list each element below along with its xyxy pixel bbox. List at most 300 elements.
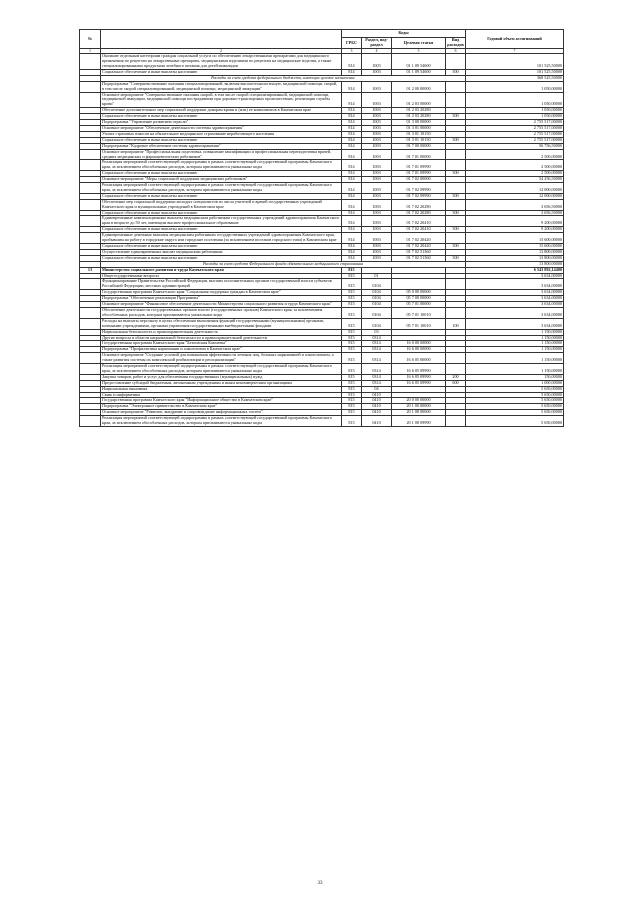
cell-grbs: 814 — [342, 149, 362, 160]
cell-cs: 20 1 08 09990 — [392, 416, 446, 427]
cell-grbs: 814 — [342, 193, 362, 199]
cell-razdel: 1003 — [362, 255, 392, 261]
cell-cs: 05 0 00 00000 — [392, 290, 446, 296]
table-row — [80, 353, 564, 364]
cell-sum: 5 650,00000 — [466, 392, 564, 398]
cell-name: Общегосударственные вопросы — [101, 273, 342, 279]
cell-sum: 1 050,00000 — [466, 108, 564, 114]
cell-grbs: 814 — [342, 114, 362, 120]
cell-cs: 01 7 02 51360 — [392, 249, 446, 255]
cell-grbs: 815 — [342, 267, 362, 273]
cell-grbs: 815 — [342, 364, 362, 375]
cell-cs: 01 3 00 00000 — [392, 120, 446, 126]
cell-sum: 2 755 517,00000 — [466, 120, 564, 126]
cell-vr: 300 — [446, 255, 466, 261]
cell-vr — [446, 279, 466, 290]
budget-table — [79, 29, 564, 427]
cell-razdel: 0104 — [362, 279, 392, 290]
cell-grbs: 815 — [342, 416, 362, 427]
cell-grbs: 815 — [342, 335, 362, 341]
cell-sum: 5 650,00000 — [466, 404, 564, 410]
cell-sum: 13 800,00000 — [466, 249, 564, 255]
cell-grbs: 815 — [342, 307, 362, 318]
header-cs: Целевая статья — [392, 38, 446, 49]
cell-grbs: 814 — [342, 143, 362, 149]
cell-razdel: 1003 — [362, 114, 392, 120]
cell-vr: 100 — [446, 318, 466, 329]
cell-name: Подпрограмма "Профилактика наркомании и алкоголизма в Камчатском крае" — [101, 347, 342, 353]
colnum: 1 — [80, 49, 101, 54]
cell-name: Основное мероприятие "Меры социальной поддержки медицинских работников" — [101, 177, 342, 183]
cell-razdel: 1003 — [362, 120, 392, 126]
cell-razdel: 1003 — [362, 125, 392, 131]
cell-razdel: 0314 — [362, 341, 392, 347]
cell-cs: 01 7 02 00000 — [392, 177, 446, 183]
cell-grbs: 815 — [342, 386, 362, 392]
cell-razdel: 1003 — [362, 143, 392, 149]
cell-vr: 300 — [446, 193, 466, 199]
cell-cs — [392, 279, 446, 290]
cell-sum: 3 634,00000 — [466, 290, 564, 296]
table-row — [80, 54, 564, 70]
table-row — [80, 364, 564, 375]
cell-name: Единовременные компенсационные выплаты медицинским работникам государственных учреждений здравоохранения Камчатского края в возрасте до 50 лет, имеющим высшее профессиональное образование — [101, 216, 342, 227]
cell-cs: 01 7 02 20420 — [392, 233, 446, 244]
cell-grbs: 814 — [342, 108, 362, 114]
cell-name: Государственная программа Камчатского края "Информационное общество в Камчатском крае" — [101, 398, 342, 404]
cell-grbs: 814 — [342, 210, 362, 216]
cell-cs: 20 0 00 00000 — [392, 398, 446, 404]
cell-name: Обеспечение дополнительных мер социальной поддержки донорам крови и (или) ее компонентов в Камчатском крае — [101, 108, 342, 114]
cell-name: Основное мероприятие "Финансовое обеспечение деятельности Министерства социального развития и труда Камчатского края" — [101, 302, 342, 308]
cell-razdel: 04 — [362, 386, 392, 392]
cell-vr: 300 — [446, 227, 466, 233]
cell-cs: 16 6 05 00000 — [392, 353, 446, 364]
cell-cs: 16 0 00 00000 — [392, 341, 446, 347]
colnum: 4 — [362, 49, 392, 54]
cell-cs: 05 7 00 00000 — [392, 296, 446, 302]
cell-vr — [446, 307, 466, 318]
colnum: 5 — [392, 49, 446, 54]
cell-num: 13 — [80, 267, 101, 273]
cell-num — [80, 149, 101, 160]
cell-num — [80, 233, 101, 244]
cell-razdel: 0104 — [362, 290, 392, 296]
cell-num — [80, 92, 101, 108]
cell-num — [80, 353, 101, 364]
cell-cs: 20 1 08 00000 — [392, 410, 446, 416]
cell-sum: 1 000,00000 — [466, 380, 564, 386]
cell-sum: 5 650,00000 — [466, 398, 564, 404]
cell-grbs: 814 — [342, 131, 362, 137]
cell-razdel: 1003 — [362, 249, 392, 255]
cell-sum: 9 200,00000 — [466, 227, 564, 233]
cell-grbs: 814 — [342, 171, 362, 177]
cell-vr — [446, 364, 466, 375]
table-row — [80, 307, 564, 318]
cell-vr — [446, 216, 466, 227]
cell-cs: 20 1 00 00000 — [392, 404, 446, 410]
cell-razdel: 1003 — [362, 199, 392, 210]
cell-cs: 01 1 09 54600 — [392, 54, 446, 70]
cell-grbs: 815 — [342, 392, 362, 398]
cell-cs: 05 7 01 10010 — [392, 318, 446, 329]
cell-num — [80, 279, 101, 290]
cell-sum: 2 500,00000 — [466, 160, 564, 171]
cell-razdel: 1003 — [362, 131, 392, 137]
cell-grbs: 815 — [342, 353, 362, 364]
table-row — [80, 233, 564, 244]
table-row — [80, 279, 564, 290]
cell-sum: 3 656,50000 — [466, 210, 564, 216]
cell-cs: 16 6 05 09990 — [392, 380, 446, 386]
cell-grbs: 814 — [342, 249, 362, 255]
cell-vr: 200 — [446, 374, 466, 380]
cell-num — [80, 216, 101, 227]
cell-sum: 56 756,50000 — [466, 143, 564, 149]
cell-sum: 101 525,50000 — [466, 69, 564, 75]
cell-razdel: 1003 — [362, 137, 392, 143]
cell-sum: 2 500,00000 — [466, 171, 564, 177]
cell-grbs: 814 — [342, 227, 362, 233]
table-row — [80, 81, 564, 92]
cell-razdel: 1003 — [362, 193, 392, 199]
cell-name: Основное мероприятие "Профессиональная подготовка, повышение квалификации и профессиональная переподготовка врачей, средних медицинских и фармацевтических работников" — [101, 149, 342, 160]
cell-cs: 01 2 03 20280 — [392, 114, 446, 120]
cell-name: Подпрограмма "Управление развитием отрасли" — [101, 120, 342, 126]
cell-sum: 3 634,00000 — [466, 296, 564, 302]
cell-razdel: 0314 — [362, 380, 392, 386]
cell-sum: 1 150,00000 — [466, 335, 564, 341]
cell-razdel: 0410 — [362, 392, 392, 398]
cell-cs: 01 7 02 09990 — [392, 193, 446, 199]
cell-cs: 01 7 01 09990 — [392, 171, 446, 177]
cell-num — [80, 160, 101, 171]
cell-name: Реализация мероприятий соответствующей подпрограммы в рамках соответствующей государственной программы Камчатского края, за исключением обособленных расходов, которым присваиваются уникальные коды — [101, 364, 342, 375]
cell-razdel: 1003 — [362, 216, 392, 227]
cell-sum: 2 500,00000 — [466, 149, 564, 160]
colnum: 7 — [466, 49, 564, 54]
cell-sum: 5 650,00000 — [466, 416, 564, 427]
table-row — [80, 216, 564, 227]
cell-grbs: 815 — [342, 404, 362, 410]
cell-sum: 13 800,00000 — [466, 261, 564, 267]
cell-vr: 300 — [446, 137, 466, 143]
cell-grbs: 815 — [342, 374, 362, 380]
cell-name: Государственная программа Камчатского края "Безопасная Камчатка" — [101, 341, 342, 347]
cell-sum: 3 634,00000 — [466, 273, 564, 279]
cell-razdel: 0104 — [362, 307, 392, 318]
cell-name: Связь и информатика — [101, 392, 342, 398]
cell-name: Национальная экономика — [101, 386, 342, 392]
cell-grbs: 815 — [342, 347, 362, 353]
header-name — [101, 30, 342, 49]
cell-name: Министерство социального развития и труда Камчатского края — [101, 267, 342, 273]
cell-sum: 3 634,00000 — [466, 302, 564, 308]
cell-name: Другие вопросы в области национальной безопасности и правоохранительной деятельности — [101, 335, 342, 341]
cell-name: Основное мероприятие "Обеспечение деятельности системы здравоохранения" — [101, 125, 342, 131]
cell-sum: 9 200,00000 — [466, 216, 564, 227]
header-codes: Коды — [342, 30, 466, 38]
cell-sum: 5 650,00000 — [466, 410, 564, 416]
cell-name: Расходы на выплаты персоналу в целях обеспечения выполнения функций государственными (муниципальными) органами, казенными учреждениями, органами управления государственными внебюджетными фондами — [101, 318, 342, 329]
cell-name: Социальное обеспечение и иные выплаты населению — [101, 171, 342, 177]
cell-cs: 16 6 00 00000 — [392, 347, 446, 353]
colnum: 6 — [446, 49, 466, 54]
cell-sum: 15 600,00000 — [466, 233, 564, 244]
cell-cs: 01 7 02 09990 — [392, 183, 446, 194]
cell-vr — [446, 92, 466, 108]
cell-vr — [446, 54, 466, 70]
cell-razdel: 0314 — [362, 364, 392, 375]
cell-razdel: 1003 — [362, 183, 392, 194]
cell-sum: 1 150,00000 — [466, 353, 564, 364]
cell-sum: 1 050,00000 — [466, 114, 564, 120]
cell-num — [80, 183, 101, 194]
cell-razdel: 1003 — [362, 108, 392, 114]
table-body — [80, 54, 564, 427]
cell-grbs: 814 — [342, 183, 362, 194]
table-row — [80, 183, 564, 194]
cell-sum: 13 800,00000 — [466, 255, 564, 261]
cell-razdel: 0410 — [362, 416, 392, 427]
cell-razdel: 1003 — [362, 177, 392, 183]
header-grbs: ГРБС — [342, 38, 362, 49]
cell-cs: 01 3 01 00000 — [392, 125, 446, 131]
cell-name: Социальное обеспечение и иные выплаты населению — [101, 137, 342, 143]
page-number: 33 — [317, 881, 323, 886]
cell-sum: 3 656,50000 — [466, 199, 564, 210]
cell-name: Функционирование Правительства Российской Федерации, высших исполнительных органов государственной власти субъектов Российской Федерации, местных администраций — [101, 279, 342, 290]
cell-razdel: 1003 — [362, 81, 392, 92]
cell-sum: 12 000,00000 — [466, 183, 564, 194]
cell-grbs: 815 — [342, 329, 362, 335]
cell-razdel: 0104 — [362, 302, 392, 308]
cell-razdel: 0314 — [362, 374, 392, 380]
cell-cs: 05 7 01 10010 — [392, 307, 446, 318]
header-sum: Годовой объем ассигнований — [466, 30, 564, 49]
cell-grbs: 815 — [342, 398, 362, 404]
cell-cs: 01 3 01 10150 — [392, 131, 446, 137]
cell-name: Реализация мероприятий соответствующей подпрограммы в рамках соответствующей государственной программы Камчатского края, за исключением обособленных расходов, которым присваиваются уникальные коды — [101, 183, 342, 194]
cell-sum: 3 634,00000 — [466, 318, 564, 329]
cell-razdel: 1003 — [362, 54, 392, 70]
cell-cs: 01 2 03 00000 — [392, 92, 446, 108]
cell-grbs: 814 — [342, 120, 362, 126]
cell-razdel: 1003 — [362, 92, 392, 108]
cell-grbs: 815 — [342, 410, 362, 416]
cell-grbs: 815 — [342, 341, 362, 347]
cell-grbs: 814 — [342, 199, 362, 210]
cell-razdel: 1003 — [362, 233, 392, 244]
cell-grbs: 815 — [342, 302, 362, 308]
cell-razdel: 0314 — [362, 335, 392, 341]
cell-razdel: 03 — [362, 329, 392, 335]
cell-razdel: 0410 — [362, 404, 392, 410]
cell-name: Подпрограмма "Электронное правительство в Камчатском крае" — [101, 404, 342, 410]
cell-grbs: 814 — [342, 125, 362, 131]
cell-name: Социальное обеспечение и иные выплаты населению — [101, 69, 342, 75]
cell-grbs: 814 — [342, 92, 362, 108]
cell-name: Оказание отдельным категориям граждан социальной услуги по обеспечению лекарственными препаратами для медицинского применения по рецептам на лекарственные препараты, медицинскими изделиями по рецептам на медицинские изделия, а также специализированными продуктами лечебного питания для детей-инвалидов — [101, 54, 342, 70]
cell-grbs: 815 — [342, 290, 362, 296]
cell-vr: 300 — [446, 69, 466, 75]
table-header — [80, 30, 564, 54]
cell-sum: 6 543 892,14400 — [466, 267, 564, 273]
cell-num — [80, 416, 101, 427]
cell-note: Расходы за счет средств федерального бюджета, имеющих целевое назначение — [101, 75, 466, 81]
cell-vr: 300 — [446, 244, 466, 250]
cell-razdel: 1003 — [362, 160, 392, 171]
cell-vr: 300 — [446, 114, 466, 120]
cell-razdel: 1003 — [362, 69, 392, 75]
cell-name: Национальная безопасность и правоохранительная деятельность — [101, 329, 342, 335]
cell-cs: 01 7 02 20410 — [392, 227, 446, 233]
cell-cs: 01 1 09 54600 — [392, 69, 446, 75]
cell-sum: 2 755 517,00000 — [466, 125, 564, 131]
cell-cs: 01 3 01 10150 — [392, 137, 446, 143]
cell-vr — [446, 183, 466, 194]
cell-sum: 2 755 517,00000 — [466, 137, 564, 143]
cell-grbs: 814 — [342, 160, 362, 171]
cell-sum: 1 050,00000 — [466, 81, 564, 92]
cell-name: Реализация мероприятий соответствующей подпрограммы в рамках соответствующей государственной программы Камчатского края, за исключением обособленных расходов, которым присваиваются уникальные коды — [101, 416, 342, 427]
cell-name: Уплата страховых взносов на обязательное медицинское страхование неработающего населения — [101, 131, 342, 137]
cell-razdel: 1003 — [362, 227, 392, 233]
cell-note: Расходы за счет средств Федерального фонда обязательного медицинского страхования — [101, 261, 466, 267]
cell-sum: 368 525,50000 — [466, 75, 564, 81]
cell-cs: 01 7 01 00000 — [392, 149, 446, 160]
cell-sum: 1 150,00000 — [466, 347, 564, 353]
header-num: № — [80, 30, 101, 49]
cell-name: Единовременные денежные выплаты медицинским работникам государственных учреждений здравоохранения Камчатского края, прибывшим на работу в городские округа или городские поселения (за исключением поселков городского типа) в Камчатском крае — [101, 233, 342, 244]
cell-name: Подпрограмма "Совершенствование оказания специализированной, включая высокотехнологичную, медицинской помощи, скорой, в том числе скорой специализированной, медицинской помощи, медицинской эвакуации" — [101, 81, 342, 92]
cell-vr: 600 — [446, 380, 466, 386]
cell-cs: 01 7 00 00000 — [392, 143, 446, 149]
cell-vr — [446, 160, 466, 171]
cell-razdel: 1003 — [362, 244, 392, 250]
cell-num — [80, 318, 101, 329]
cell-razdel: 0104 — [362, 296, 392, 302]
cell-name: Социальное обеспечение и иные выплаты населению — [101, 210, 342, 216]
cell-cs: 01 7 02 51360 — [392, 255, 446, 261]
cell-grbs: 814 — [342, 81, 362, 92]
cell-name: Осуществление единовременных выплат медицинским работникам — [101, 249, 342, 255]
cell-name: Основное мероприятие "Создание условий для повышения эффективности лечения лиц, больных наркоманией и алкоголизмом, а также развития системы их комплексной реабилитации и ресоциализации" — [101, 353, 342, 364]
cell-sum: 101 525,50000 — [466, 54, 564, 70]
header-razdel: Раздел, под-раздел — [362, 38, 392, 49]
cell-cs: 01 7 02 20280 — [392, 199, 446, 210]
cell-name: Государственная программа Камчатского края "Социальная поддержка граждан в Камчатском крае" — [101, 290, 342, 296]
cell-name: Основное мероприятие "Совершенствование оказания скорой, в том числе скорой специализированной, медицинской помощи, медицинской эвакуации, медицинской помощи пострадавшим при дорожно-транспортных происшествиях, реализация службы крови" — [101, 92, 342, 108]
cell-cs: 01 7 01 09990 — [392, 160, 446, 171]
cell-vr — [446, 149, 466, 160]
cell-name: Социальное обеспечение и иные выплаты населению — [101, 227, 342, 233]
cell-grbs: 814 — [342, 54, 362, 70]
cell-name: Социальное обеспечение и иные выплаты населению — [101, 114, 342, 120]
cell-vr — [446, 233, 466, 244]
colnum: 2 — [101, 49, 342, 54]
header-vr: Вид расходов — [447, 37, 464, 47]
table-row — [80, 160, 564, 171]
cell-razdel: 1003 — [362, 171, 392, 177]
cell-name: Предоставление субсидий бюджетным, автономным учреждениям и иным некоммерческим организациям — [101, 380, 342, 386]
cell-name: Подпрограмма "Кадровое обеспечение системы здравоохранения" — [101, 143, 342, 149]
cell-cs: 16 6 05 09990 — [392, 374, 446, 380]
cell-sum: 1 150,00000 — [466, 341, 564, 347]
cell-name: Обеспечение мер социальной поддержки молодых специалистов из числа учителей и врачей государственных учреждений Камчатского края и муниципальных учреждений в Камчатском крае — [101, 199, 342, 210]
cell-num — [80, 364, 101, 375]
cell-cs: 05 7 01 00000 — [392, 302, 446, 308]
cell-grbs: 814 — [342, 137, 362, 143]
cell-name: Основное мероприятие "Развитие, внедрение и сопровождение информационных систем" — [101, 410, 342, 416]
cell-vr — [446, 81, 466, 92]
cell-num — [80, 54, 101, 70]
cell-razdel: 0410 — [362, 398, 392, 404]
cell-sum: 15 600,00000 — [466, 244, 564, 250]
cell-cs: 01 2 00 00000 — [392, 81, 446, 92]
cell-razdel: 0314 — [362, 353, 392, 364]
cell-vr: 300 — [446, 171, 466, 177]
cell-cs: 01 7 02 20410 — [392, 216, 446, 227]
cell-cs: 01 7 02 20280 — [392, 210, 446, 216]
cell-cs: 16 6 05 09990 — [392, 364, 446, 375]
cell-razdel: 0410 — [362, 410, 392, 416]
cell-sum: 1 150,00000 — [466, 329, 564, 335]
cell-sum: 12 000,00000 — [466, 193, 564, 199]
cell-sum: 54 256,50000 — [466, 177, 564, 183]
cell-name: Закупка товаров, работ и услуг для обеспечения государственных (муниципальных) нужд — [101, 374, 342, 380]
cell-grbs: 814 — [342, 69, 362, 75]
table-row — [80, 149, 564, 160]
table-row — [80, 318, 564, 329]
cell-sum: 5 650,00000 — [466, 386, 564, 392]
cell-grbs: 814 — [342, 177, 362, 183]
cell-grbs: 814 — [342, 233, 362, 244]
cell-num — [80, 199, 101, 210]
cell-name: Подпрограмма "Обеспечение реализации Программы" — [101, 296, 342, 302]
cell-sum: 3 634,00000 — [466, 307, 564, 318]
cell-sum: 1 050,00000 — [466, 92, 564, 108]
cell-sum: 1 150,00000 — [466, 364, 564, 375]
cell-name: Социальное обеспечение и иные выплаты населению — [101, 244, 342, 250]
cell-grbs: 815 — [342, 318, 362, 329]
cell-grbs: 815 — [342, 296, 362, 302]
cell-num — [80, 307, 101, 318]
cell-razdel: 01 — [362, 273, 392, 279]
cell-razdel: 1003 — [362, 210, 392, 216]
cell-sum: 3 634,00000 — [466, 279, 564, 290]
cell-razdel: 1003 — [362, 149, 392, 160]
cell-razdel: 0314 — [362, 347, 392, 353]
cell-grbs: 814 — [342, 244, 362, 250]
cell-grbs: 815 — [342, 380, 362, 386]
cell-vr: 300 — [446, 210, 466, 216]
cell-name: Социальное обеспечение и иные выплаты населению — [101, 193, 342, 199]
cell-sum: 2 755 517,00000 — [466, 131, 564, 137]
cell-razdel: 0104 — [362, 318, 392, 329]
cell-grbs: 814 — [342, 255, 362, 261]
table-row — [80, 416, 564, 427]
cell-name: Реализация мероприятий соответствующей подпрограммы в рамках соответствующей государственной программы Камчатского края, за исключением обособленных расходов, которым присваиваются уникальные коды — [101, 160, 342, 171]
table-row — [80, 199, 564, 210]
cell-cs: 01 2 03 20280 — [392, 108, 446, 114]
cell-name: Социальное обеспечение и иные выплаты населению — [101, 255, 342, 261]
cell-cs: 01 7 02 20420 — [392, 244, 446, 250]
table-row — [80, 92, 564, 108]
cell-grbs: 815 — [342, 279, 362, 290]
cell-num — [80, 81, 101, 92]
